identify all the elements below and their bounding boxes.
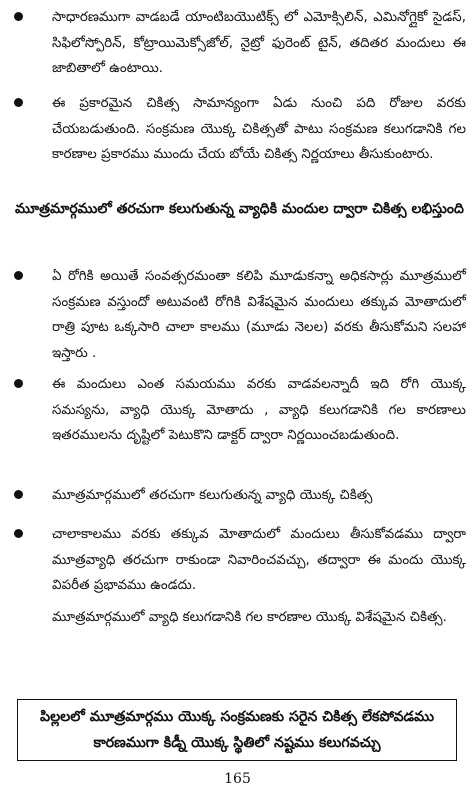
bullet-icon <box>14 490 23 499</box>
bullet-icon <box>14 529 23 538</box>
list-item-text: సాధారణముగా వాడబడే యాంటిబయొటిక్స్ లో ఎమోక్సిలిన్, ఎమినోగ్లైకో సైడస్, సిఫిలోస్పోరిన్, కోట్రాయిమెక్సోజోల్, నైట్రో ఫురెంట్ టైన్, తదితర మందులు ఈ జాబితాలో ఉంటాయి. <box>52 10 466 76</box>
body-paragraph: మూత్రమార్గములో వ్యాధి కలుగడానికి గల కారణాల యొక్క విశేషమైన చికిత్స. <box>52 610 447 625</box>
list-item <box>14 483 466 509</box>
page-number: 165 <box>224 771 251 787</box>
boxed-note: పిల్లలలో మూత్రమార్గము యొక్క సంక్రమణకు సరైన చికిత్స లేకపోవడము కారణముగా కిడ్నీ యొక్క స్థితిలో నష్టము కలుగవచ్చు <box>17 699 457 761</box>
bullet-icon <box>14 379 23 388</box>
list-item <box>14 91 466 168</box>
list-item-text: మూత్రమార్గములో తరచుగా కలుగుతున్న వ్యాధి యొక్క చికిత్స <box>52 488 373 503</box>
list-item <box>14 522 466 599</box>
list-item-text: ఈ ప్రకారమైన చికిత్స సామాన్యంగా ఏడు నుంచి పది రోజుల వరకు చేయబడుతుంది. సంక్రమణ యొక్క చికిత్సతో పాటు సంక్రమణ కలుగడానికి గల కారణాల ప్రకారము ముందు చేయ బోయే చికిత్స నిర్ణయాలు తీసుకుంటారు. <box>52 96 466 162</box>
list-item <box>14 372 466 449</box>
list-item-text: చాలాకాలము వరకు తక్కువ మోతాదులో మందులు తీసుకోవడము ద్వారా మూత్రవ్యాధి తరచుగా రాకుండా నివారించవచ్చు, తద్వారా ఈ మందు యొక్క విపరీత ప్రభావము ఉండదు. <box>52 527 466 593</box>
section-heading: మూత్రమార్గములో తరచుగా కలుగుతున్న వ్యాధికి మందుల ద్వారా చికిత్స లభిస్తుంది <box>15 201 464 217</box>
bullet-icon <box>14 271 23 280</box>
list-item-text: ఏ రోగికి అయితే సంవత్సరమంతా కలిపి మూడుకన్నా అధికసార్లు మూత్రములో సంక్రమణ వస్తుందో అటువంటి రోగికి విశేషమైన మందులు తక్కువ మోతాదులో రాత్రి పూట ఒక్కసారి చాలా కాలము (మూడు నెలల) వరకు తీసుకోమని సలహా ఇస్తారు . <box>52 269 466 361</box>
list-item-text: ఈ మందులు ఎంత సమయము వరకు వాడవలన్నాదీ ఇది రోగి యొక్క సమస్యను, వ్యాధి యొక్క మోతాదు , వ్యాధి కలుగడానికి గల కారణాలు ఇతరములను దృష్టిలో పెటుకొని డాక్టర్ ద్వారా నిర్ణయించబడుతుంది. <box>52 377 466 443</box>
bullet-icon <box>14 98 23 107</box>
list-item <box>14 5 466 82</box>
bullet-icon <box>14 12 23 21</box>
list-item <box>14 264 466 366</box>
